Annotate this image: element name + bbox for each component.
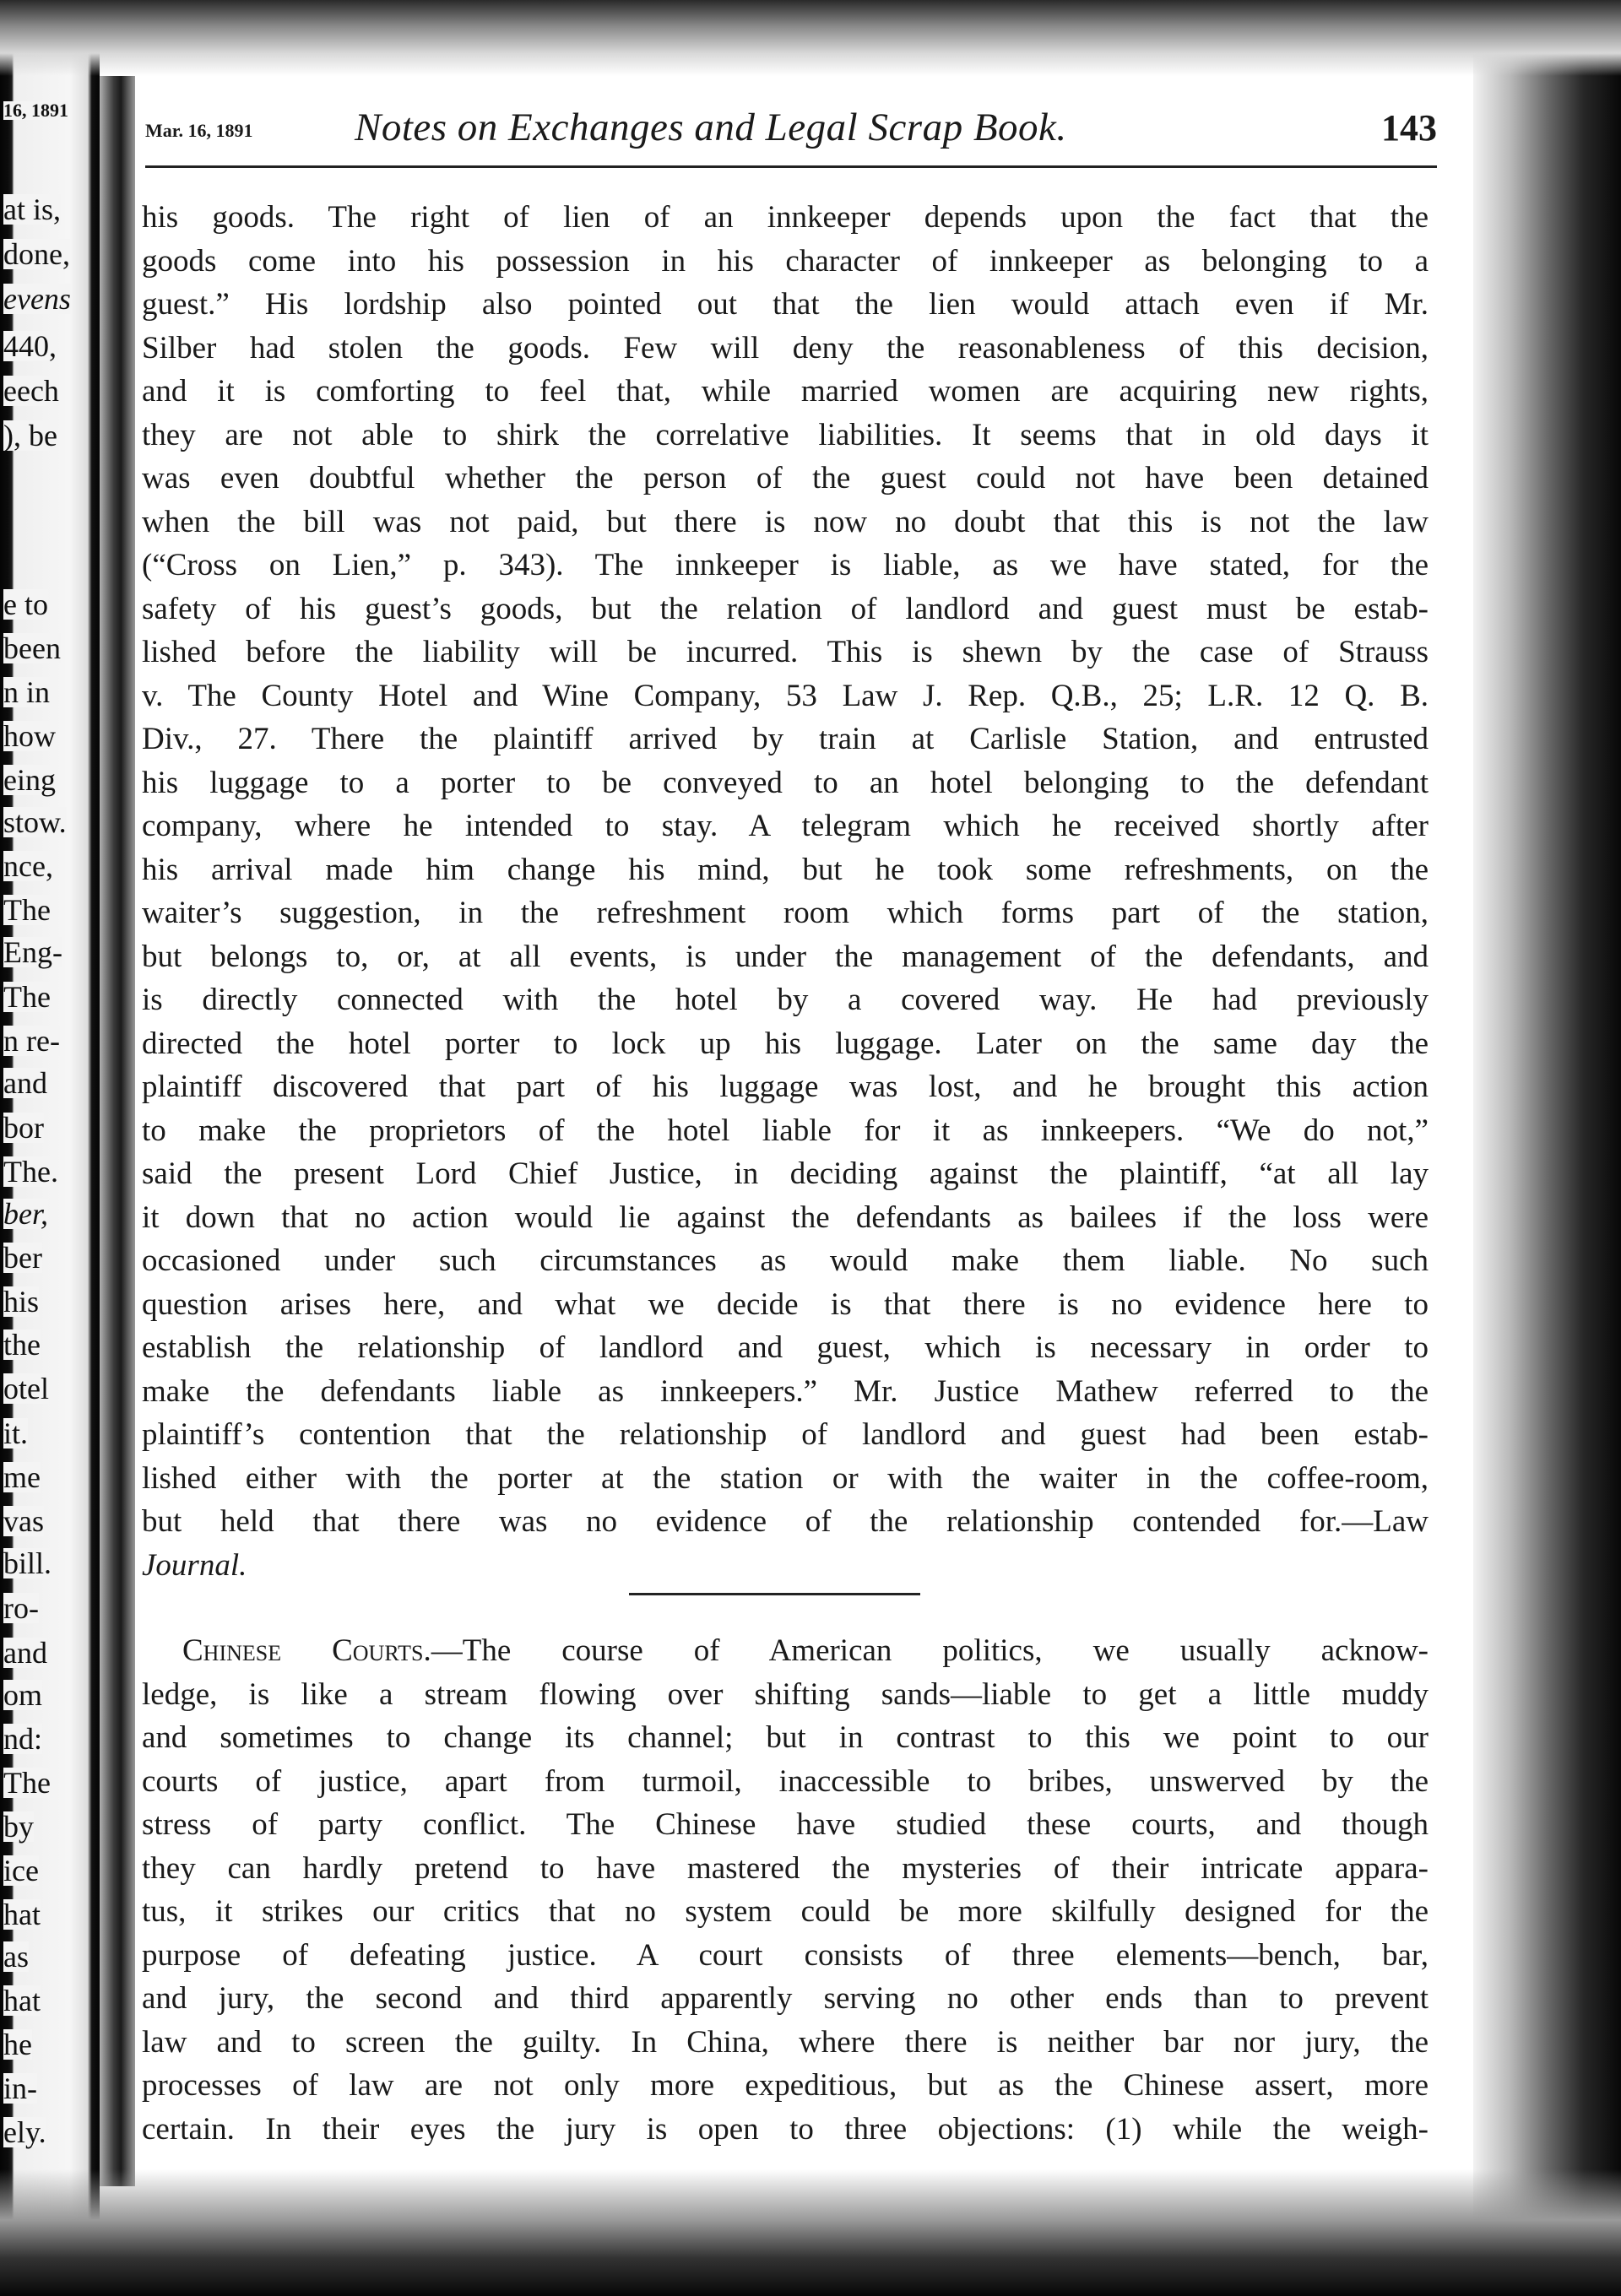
paragraph-line: his luggage to a porter to be conveyed to an hotel belonging to the defendant <box>142 765 1429 800</box>
paragraph-line: Silber had stolen the goods. Few will deny the reasonableness of this decision, <box>142 330 1429 366</box>
paragraph-line: but held that there was no evidence of the relationship contended for.—Law <box>142 1504 1429 1539</box>
margin-fragment: ber <box>3 1241 42 1275</box>
margin-fragment: eech <box>3 374 59 408</box>
margin-fragment: bill. <box>3 1546 52 1580</box>
running-header <box>145 101 1437 160</box>
scan-edge-bottom <box>0 2169 1621 2296</box>
paragraph-line: processes of law are not only more expeditious, but as the Chinese assert, more <box>142 2068 1429 2103</box>
paragraph-line: occasioned under such circumstances as would make them liable. No such <box>142 1243 1429 1278</box>
paragraph-line: establish the relationship of landlord and guest, which is necessary in order to <box>142 1330 1429 1365</box>
margin-fragment: and <box>3 1066 47 1100</box>
paragraph-line: question arises here, and what we decide is that there is no evidence here to <box>142 1286 1429 1322</box>
paragraph-line: purpose of defeating justice. A court consists of three elements—bench, bar, <box>142 1937 1429 1973</box>
paragraph-line: safety of his guest’s goods, but the relation of landlord and guest must be estab- <box>142 591 1429 626</box>
paragraph-line: said the present Lord Chief Justice, in deciding against the plaintiff, “at all lay <box>142 1156 1429 1191</box>
paragraph-lien <box>142 196 1429 1587</box>
margin-fragment: 16, 1891 <box>3 100 68 121</box>
margin-fragment: bor <box>3 1111 44 1145</box>
margin-fragment: nd: <box>3 1722 43 1756</box>
paragraph-line: certain. In their eyes the jury is open to three objections: (1) while the weigh- <box>142 2111 1429 2147</box>
scan-edge-right <box>1473 0 1621 2296</box>
margin-fragment: vas <box>3 1504 44 1538</box>
paragraph-line: Div., 27. There the plaintiff arrived by train at Carlisle Station, and entrusted <box>142 722 1429 756</box>
margin-fragment: e to <box>3 588 48 621</box>
paragraph-line: Chinese Courts.—The course of American politics, we usually acknow- <box>182 1633 1429 1668</box>
margin-fragment: ber, <box>3 1197 48 1231</box>
margin-fragment: The <box>3 893 51 927</box>
margin-fragment: The <box>3 980 51 1014</box>
paragraph-line: goods come into his possession in his character of innkeeper as belonging to a <box>142 243 1429 279</box>
margin-fragment: ro- <box>3 1591 39 1625</box>
paragraph-line: when the bill was not paid, but there is now no doubt that this is not the law <box>142 504 1429 539</box>
margin-fragment: ), be <box>3 419 57 452</box>
header-date: Mar. 16, 1891 <box>145 120 253 141</box>
margin-fragment: stow. <box>3 805 67 839</box>
paragraph-line: make the defendants liable as innkeepers.” Mr. Justice Mathew referred to the <box>142 1373 1429 1409</box>
margin-fragment: done, <box>3 237 70 271</box>
paragraph-line: (“Cross on Lien,” p. 343). The innkeeper is liable, as we have stated, for the <box>142 548 1429 582</box>
paragraph-line: Journal. <box>142 1547 247 1583</box>
paragraph-line: and jury, the second and third apparently serving no other ends than to prevent <box>142 1981 1429 2016</box>
margin-fragment: eing <box>3 763 56 797</box>
margin-fragment: as <box>3 1940 29 1974</box>
paragraph-line: ledge, is like a stream flowing over shifting sands—liable to get a little muddy <box>142 1676 1429 1712</box>
paragraph-line: waiter’s suggestion, in the refreshment room which forms part of the station, <box>142 896 1429 930</box>
margin-fragment: at is, <box>3 192 61 226</box>
paragraph-line: stress of party conflict. The Chinese have studied these courts, and though <box>142 1807 1429 1842</box>
page-number: 143 <box>1381 107 1437 149</box>
header-rule <box>145 165 1437 168</box>
margin-fragment: he <box>3 2028 32 2061</box>
paragraph-line: and sometimes to change its channel; but in contrast to this we point to our <box>142 1720 1429 1755</box>
paragraph-line: plaintiff discovered that part of his luggage was lost, and he brought this action <box>142 1069 1429 1104</box>
paragraph-line: lished before the liability will be incurred. This is shewn by the case of Strauss <box>142 635 1429 669</box>
section-heading: Chinese Courts. <box>182 1633 431 1668</box>
margin-fragment: the <box>3 1328 41 1362</box>
margin-fragment: om <box>3 1678 43 1712</box>
header-title: Notes on Exchanges and Legal Scrap Book. <box>355 106 1067 149</box>
paragraph-line: they are not able to shirk the correlative liabilities. It seems that in old days it <box>142 417 1429 452</box>
paragraph-line: his arrival made him change his mind, but he took some refreshments, on the <box>142 852 1429 887</box>
paragraph-line: courts of justice, apart from turmoil, inaccessible to bribes, unswerved by the <box>142 1763 1429 1799</box>
margin-fragment: otel <box>3 1372 49 1405</box>
paragraph-line: law and to screen the guilty. In China, where there is neither bar nor jury, the <box>142 2024 1429 2060</box>
margin-fragment: evens <box>3 282 71 316</box>
paragraph-line: lished either with the porter at the station or with the waiter in the coffee-room, <box>142 1460 1429 1496</box>
margin-fragment: 440, <box>3 329 57 363</box>
paragraph-line: company, where he intended to stay. A telegram which he received shortly after <box>142 809 1429 843</box>
margin-fragment: in- <box>3 2071 37 2105</box>
paragraph-line: to make the proprietors of the hotel liable for it as innkeepers. “We do not,” <box>142 1113 1429 1148</box>
margin-fragment: The <box>3 1766 51 1800</box>
margin-fragment: hat <box>3 1898 41 1931</box>
margin-fragment: hat <box>3 1984 41 2017</box>
paragraph-line: tus, it strikes our critics that no system could be more skilfully designed for the <box>142 1894 1429 1929</box>
paragraph-line: his goods. The right of lien of an innkeeper depends upon the fact that the <box>142 200 1429 235</box>
paragraph-line: plaintiff’s contention that the relationship of landlord and guest had been estab- <box>142 1417 1429 1452</box>
paragraph-line: and it is comforting to feel that, while married women are acquiring new rights, <box>142 374 1429 409</box>
scan-edge-top <box>0 0 1621 76</box>
paragraph-line: guest.” His lordship also pointed out that the lien would attach even if Mr. <box>142 287 1429 322</box>
margin-fragment: n in <box>3 675 51 709</box>
paragraph-line: was even doubtful whether the person of the guest could not have been detained <box>142 461 1429 495</box>
paragraph-line: they can hardly pretend to have mastered the mysteries of their intricate appara- <box>142 1850 1429 1886</box>
margin-fragment: ely. <box>3 2115 46 2149</box>
margin-fragment: ice <box>3 1854 39 1887</box>
margin-fragment: me <box>3 1460 41 1494</box>
paragraph-line: but belongs to, or, at all events, is under the management of the defendants, and <box>142 939 1429 974</box>
paragraph-line: is directly connected with the hotel by a covered way. He had previously <box>142 983 1429 1017</box>
margin-fragment: nce, <box>3 849 53 883</box>
margin-fragment: it. <box>3 1416 29 1450</box>
paragraph-line: v. The County Hotel and Wine Company, 53 Law J. Rep. Q.B., 25; L.R. 12 Q. B. <box>142 678 1429 713</box>
margin-fragment: n re- <box>3 1024 60 1058</box>
margin-fragment: how <box>3 719 56 753</box>
paragraph-line: directed the hotel porter to lock up his luggage. Later on the same day the <box>142 1026 1429 1061</box>
paragraph-line: it down that no action would lie against the defendants as bailees if the loss were <box>142 1199 1429 1235</box>
margin-fragment: by <box>3 1810 34 1844</box>
section-divider <box>629 1593 920 1595</box>
margin-fragment: Eng- <box>3 935 62 969</box>
margin-fragment: his <box>3 1285 40 1319</box>
paragraph-chinese-courts <box>142 1629 1429 2151</box>
margin-fragment: and <box>3 1636 47 1670</box>
margin-fragment: been <box>3 631 61 665</box>
page-gutter <box>100 76 135 2186</box>
margin-fragment: The. <box>3 1155 58 1189</box>
